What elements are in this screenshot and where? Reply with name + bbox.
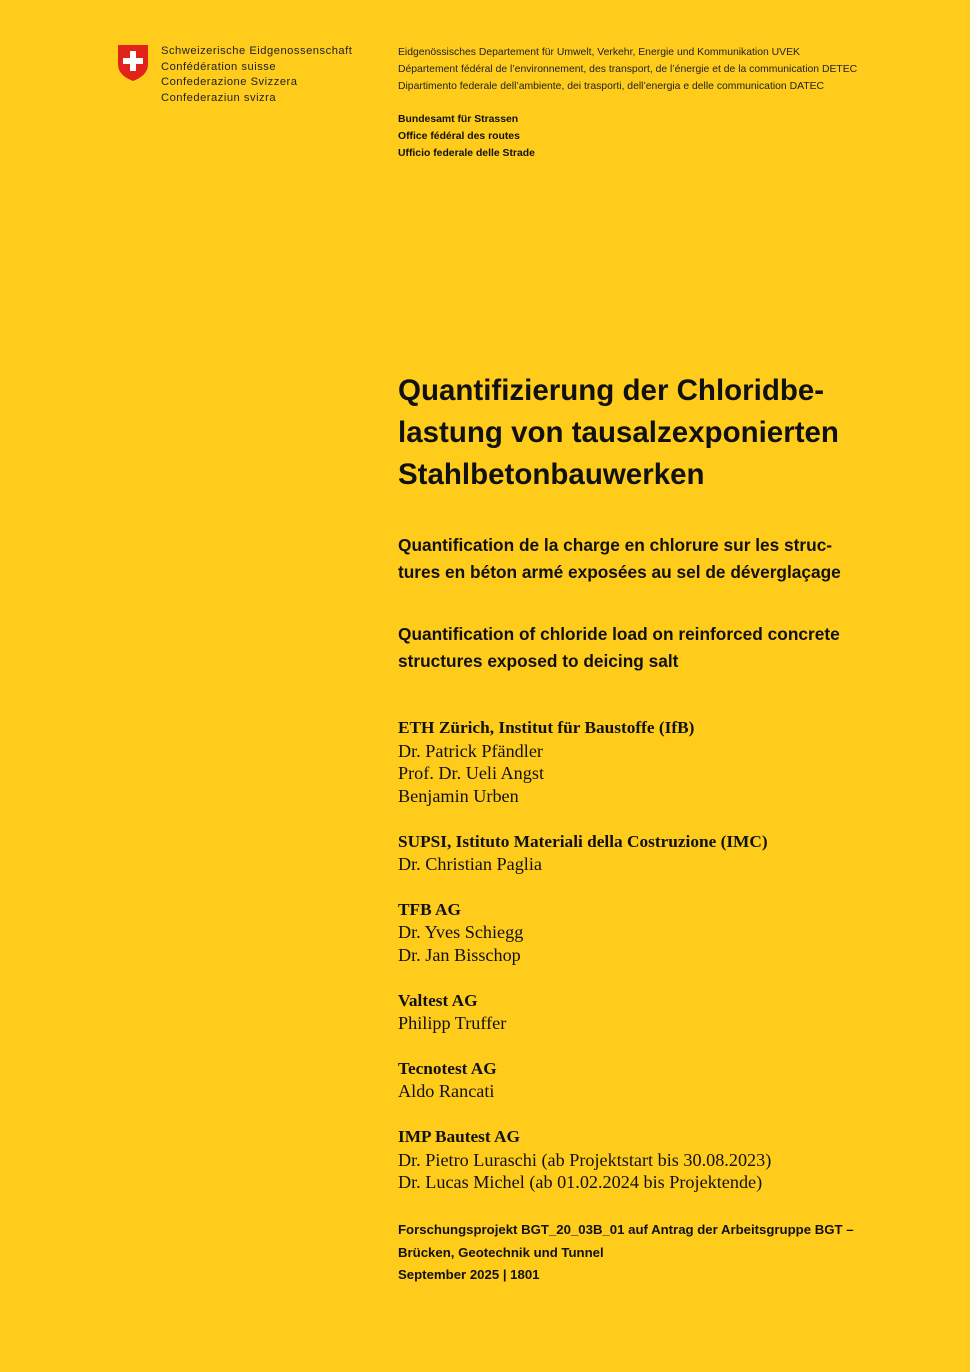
author-group bbox=[398, 717, 771, 808]
department-de: Eidgenössisches Departement für Umwelt, Verkehr, Energie und Kommunikation UVEK bbox=[398, 47, 800, 58]
authors-list bbox=[398, 717, 771, 1217]
subtitle-french bbox=[398, 532, 938, 586]
office-fr: Office fédéral des routes bbox=[398, 131, 520, 142]
author-group bbox=[398, 831, 771, 876]
project-line: Forschungsprojekt BGT_20_03B_01 auf Antrag der Arbeitsgruppe BGT – bbox=[398, 1222, 854, 1237]
author-name: Prof. Dr. Ueli Angst bbox=[398, 763, 545, 784]
swiss-cross-shield-icon bbox=[117, 44, 149, 82]
author-name: Dr. Pietro Luraschi (ab Projektstart bis 30.08.2023) bbox=[398, 1149, 772, 1170]
department-names bbox=[398, 44, 857, 95]
author-group bbox=[398, 899, 771, 967]
author-name: Dr. Christian Paglia bbox=[398, 854, 542, 875]
author-name: Philipp Truffer bbox=[398, 1013, 507, 1034]
confederation-fr: Confédération suisse bbox=[161, 60, 277, 73]
publication-date: September 2025 | 1801 bbox=[398, 1267, 540, 1283]
subtitle-line: Quantification de la charge en chlorure sur les struc- bbox=[398, 535, 833, 555]
title-line: Quantifizierung der Chloridbe- bbox=[398, 374, 825, 407]
title-line: Stahlbetonbauwerken bbox=[398, 458, 705, 491]
title-line: lastung von tausalzexponierten bbox=[398, 416, 839, 449]
subtitle-line: structures exposed to deicing salt bbox=[398, 651, 679, 671]
confederation-rm: Confederaziun svizra bbox=[161, 91, 277, 104]
author-name: Benjamin Urben bbox=[398, 785, 519, 806]
project-line: Brücken, Geotechnik und Tunnel bbox=[398, 1244, 604, 1260]
author-name: Dr. Lucas Michel (ab 01.02.2024 bis Projektende) bbox=[398, 1172, 763, 1193]
author-name: Aldo Rancati bbox=[398, 1081, 495, 1102]
subtitle-english bbox=[398, 621, 938, 675]
author-name: Dr. Patrick Pfändler bbox=[398, 740, 543, 761]
confederation-de: Schweizerische Eidgenossenschaft bbox=[161, 45, 353, 57]
author-name: Dr. Jan Bisschop bbox=[398, 945, 521, 966]
subtitle-line: Quantification of chloride load on reinforced concrete bbox=[398, 624, 840, 644]
office-it: Ufficio federale delle Strade bbox=[398, 148, 535, 159]
author-group bbox=[398, 1126, 771, 1194]
organization-name: IMP Bautest AG bbox=[398, 1127, 520, 1147]
project-info bbox=[398, 1219, 854, 1287]
confederation-it: Confederazione Svizzera bbox=[161, 76, 298, 88]
organization-name: Valtest AG bbox=[398, 990, 478, 1010]
subtitle-line: tures en béton armé exposées au sel de déverglaçage bbox=[398, 562, 841, 582]
author-group bbox=[398, 1058, 771, 1103]
office-de: Bundesamt für Strassen bbox=[398, 114, 519, 125]
author-group bbox=[398, 990, 771, 1035]
department-it: Dipartimento federale dell’ambiente, dei trasporti, dell’energia e delle communication DATEC bbox=[398, 81, 825, 92]
organization-name: TFB AG bbox=[398, 899, 461, 919]
author-name: Dr. Yves Schiegg bbox=[398, 922, 524, 943]
department-fr: Département fédéral de l’environnement, des transport, de l’énergie et de la communication DETEC bbox=[398, 64, 858, 75]
confederation-names bbox=[161, 44, 352, 106]
organization-name: Tecnotest AG bbox=[398, 1058, 497, 1078]
organization-name: SUPSI, Istituto Materiali della Costruzione (IMC) bbox=[398, 831, 768, 851]
organization-name: ETH Zürich, Institut für Baustoffe (IfB) bbox=[398, 718, 695, 737]
office-names bbox=[398, 111, 535, 162]
report-title bbox=[398, 370, 938, 496]
